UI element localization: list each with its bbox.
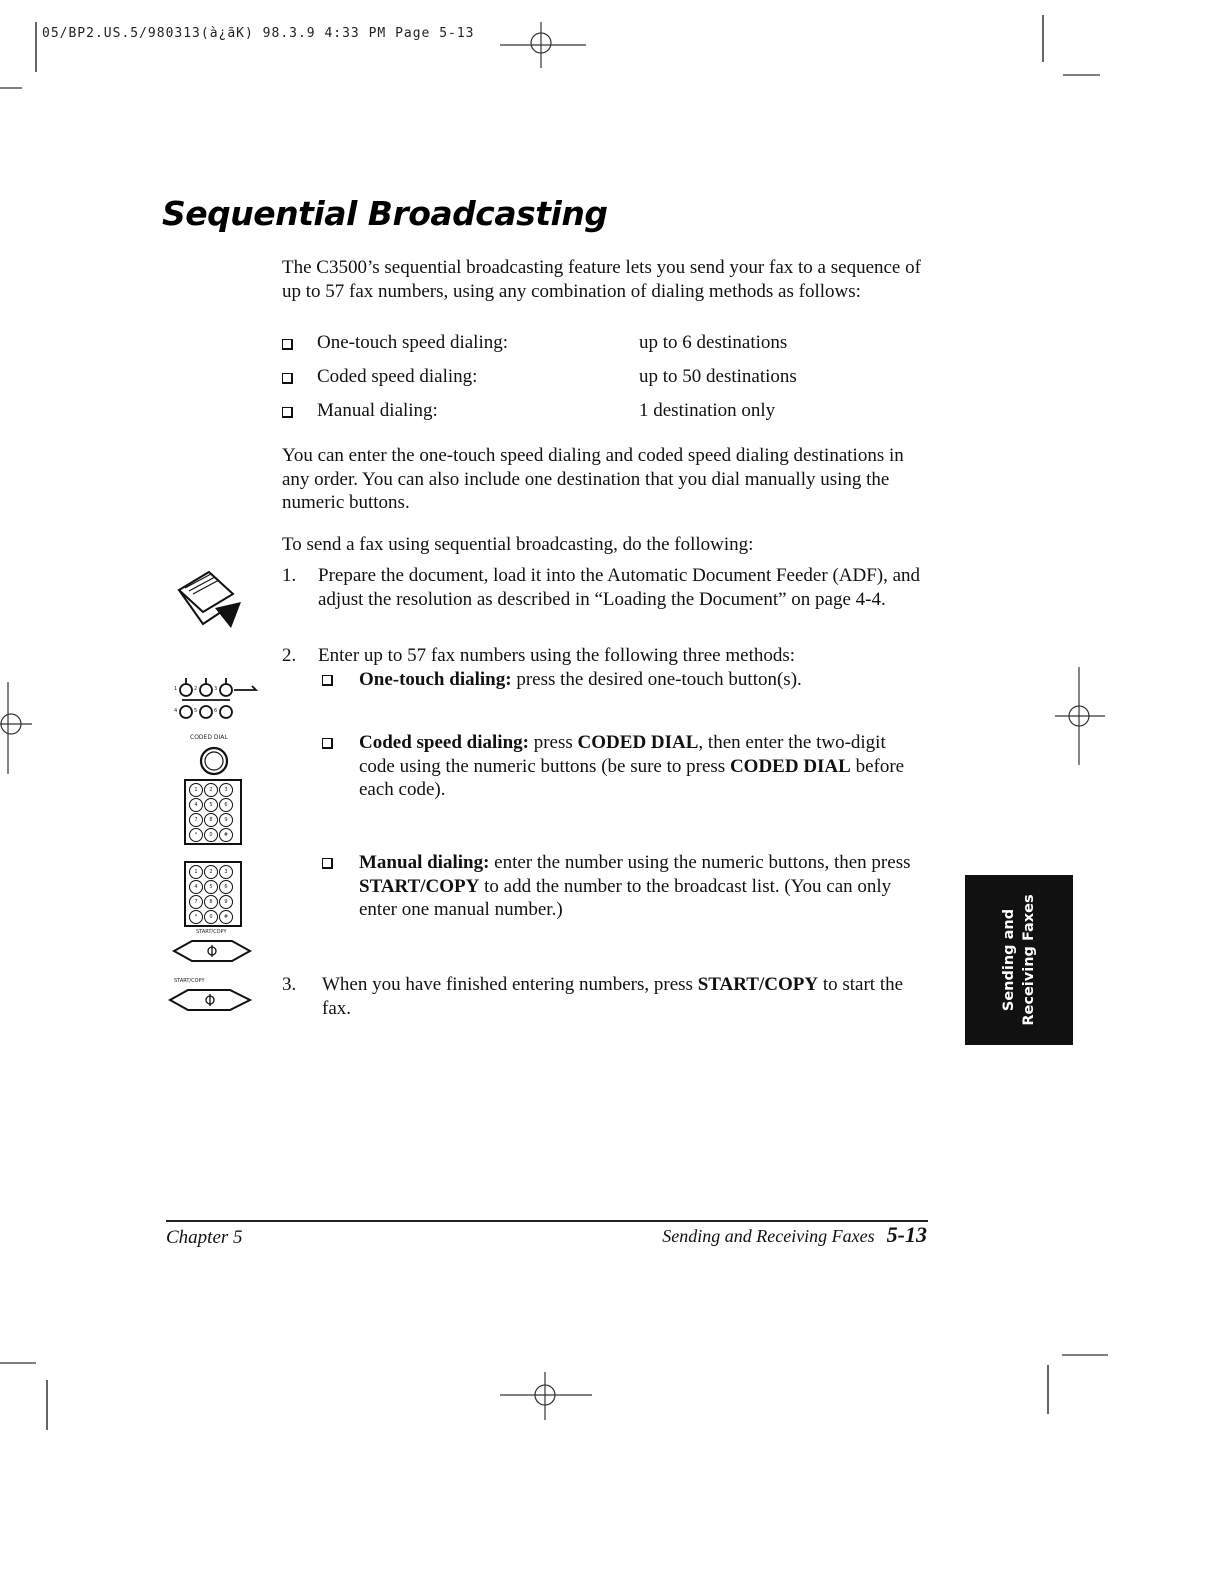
sub-method-one-touch [322, 668, 922, 694]
one-touch-key-label: 3 [214, 686, 218, 692]
sub-method-text [359, 668, 919, 692]
start-copy-button-icon [168, 978, 252, 1014]
method-row-manual [282, 400, 922, 430]
method-row-one-touch [282, 332, 922, 362]
method-limit: 1 destination only [639, 400, 776, 421]
page-title: Sequential Broadcasting [162, 194, 608, 233]
checkbox-bullet-icon [322, 858, 333, 869]
start-copy-key: START/COPY [359, 875, 480, 897]
checkbox-bullet-icon [322, 675, 333, 686]
footer-section-title: Sending and Receiving Faxes [662, 1226, 875, 1246]
footer-chapter: Chapter 5 [166, 1227, 243, 1248]
step-1 [282, 564, 922, 636]
step-text: Prepare the document, load it into the Automatic Document Feeder (ADF), and adjust the resolution as described in “Loading the Document” on page 4-4. [318, 565, 921, 610]
one-touch-key-label: 1 [174, 686, 178, 692]
start-copy-key: START/COPY [697, 974, 819, 995]
one-touch-keypad-icon [172, 676, 262, 722]
sub-method-coded [322, 731, 922, 803]
step-text: Enter up to 57 fax numbers using the following three methods: [318, 645, 796, 666]
one-touch-key-label: 2 [194, 686, 198, 692]
sub-method-manual [322, 851, 922, 923]
step-text: When you have finished entering numbers, press START/COPY to start the fax. [322, 974, 904, 1019]
sub-method-description: press the desired one-touch button(s). [511, 669, 802, 690]
start-copy-label: START/COPY [196, 929, 227, 935]
chapter-side-tab [965, 875, 1073, 1045]
footer-section [627, 1222, 927, 1248]
start-copy-label: START/COPY [174, 978, 205, 984]
start-copy-button-icon [172, 929, 252, 965]
order-note-paragraph: You can enter the one-touch speed dialing and coded speed dialing destinations in any order. You can also include one destination that you dial manually using the numeric buttons. [282, 445, 904, 513]
side-tab-label: Sending and Receiving Faxes [1001, 894, 1037, 1026]
method-label: Coded speed dialing: [317, 366, 478, 387]
method-limit: up to 6 destinations [639, 332, 788, 353]
lead-in-paragraph: To send a fax using sequential broadcasting, do the following: [282, 534, 754, 555]
method-label: One-touch speed dialing: [317, 332, 509, 353]
checkbox-bullet-icon [282, 407, 293, 418]
method-label: Manual dialing: [317, 400, 438, 421]
sub-method-text: Manual dialing: enter the number using the numeric buttons, then press START/COPY to add the number to the broadcast list. (You can only enter one manual number.) [359, 852, 911, 920]
page-number: 5-13 [886, 1222, 927, 1247]
step-3 [282, 973, 922, 1021]
sub-method-name: Manual dialing: [359, 852, 490, 873]
step-number: 2. [282, 645, 297, 666]
method-limit: up to 50 destinations [639, 366, 797, 387]
intro-paragraph: The C3500’s sequential broadcasting feature lets you send your fax to a sequence of up to 57 fax numbers, using any combination of dialing methods as follows: [282, 257, 921, 302]
numeric-keypad-icon: 1 2 3 4 5 6 7 8 9 * 0 # [184, 779, 242, 845]
coded-dial-key: CODED DIAL [577, 732, 699, 753]
step-number: 1. [282, 565, 297, 586]
sub-method-name: Coded speed dialing: [359, 732, 529, 753]
coded-dial-button-icon [184, 734, 244, 776]
one-touch-key-label: 5 [194, 708, 198, 714]
sub-method-name: One-touch dialing: [359, 669, 512, 690]
method-row-coded [282, 366, 922, 396]
step-number: 3. [282, 974, 297, 995]
coded-dial-key: CODED DIAL [729, 755, 851, 777]
step-2 [282, 644, 922, 668]
one-touch-key-label: 6 [214, 708, 218, 714]
checkbox-bullet-icon [282, 373, 293, 384]
coded-dial-label: CODED DIAL [190, 734, 228, 741]
checkbox-bullet-icon [282, 339, 293, 350]
document-feeder-icon [175, 568, 247, 630]
one-touch-key-label: 4 [174, 708, 178, 714]
numeric-keypad-icon: 1 2 3 4 5 6 7 8 9 * 0 # [184, 861, 242, 927]
checkbox-bullet-icon [322, 738, 333, 749]
print-slug: 05/BP2.US.5/980313(à¿ãK) 98.3.9 4:33 PM Page 5-13 [42, 26, 475, 41]
sub-method-text: Coded speed dialing: press CODED DIAL, then enter the two-digit code using the numeric buttons (be sure to press CODED DIAL before each code). [359, 732, 905, 800]
